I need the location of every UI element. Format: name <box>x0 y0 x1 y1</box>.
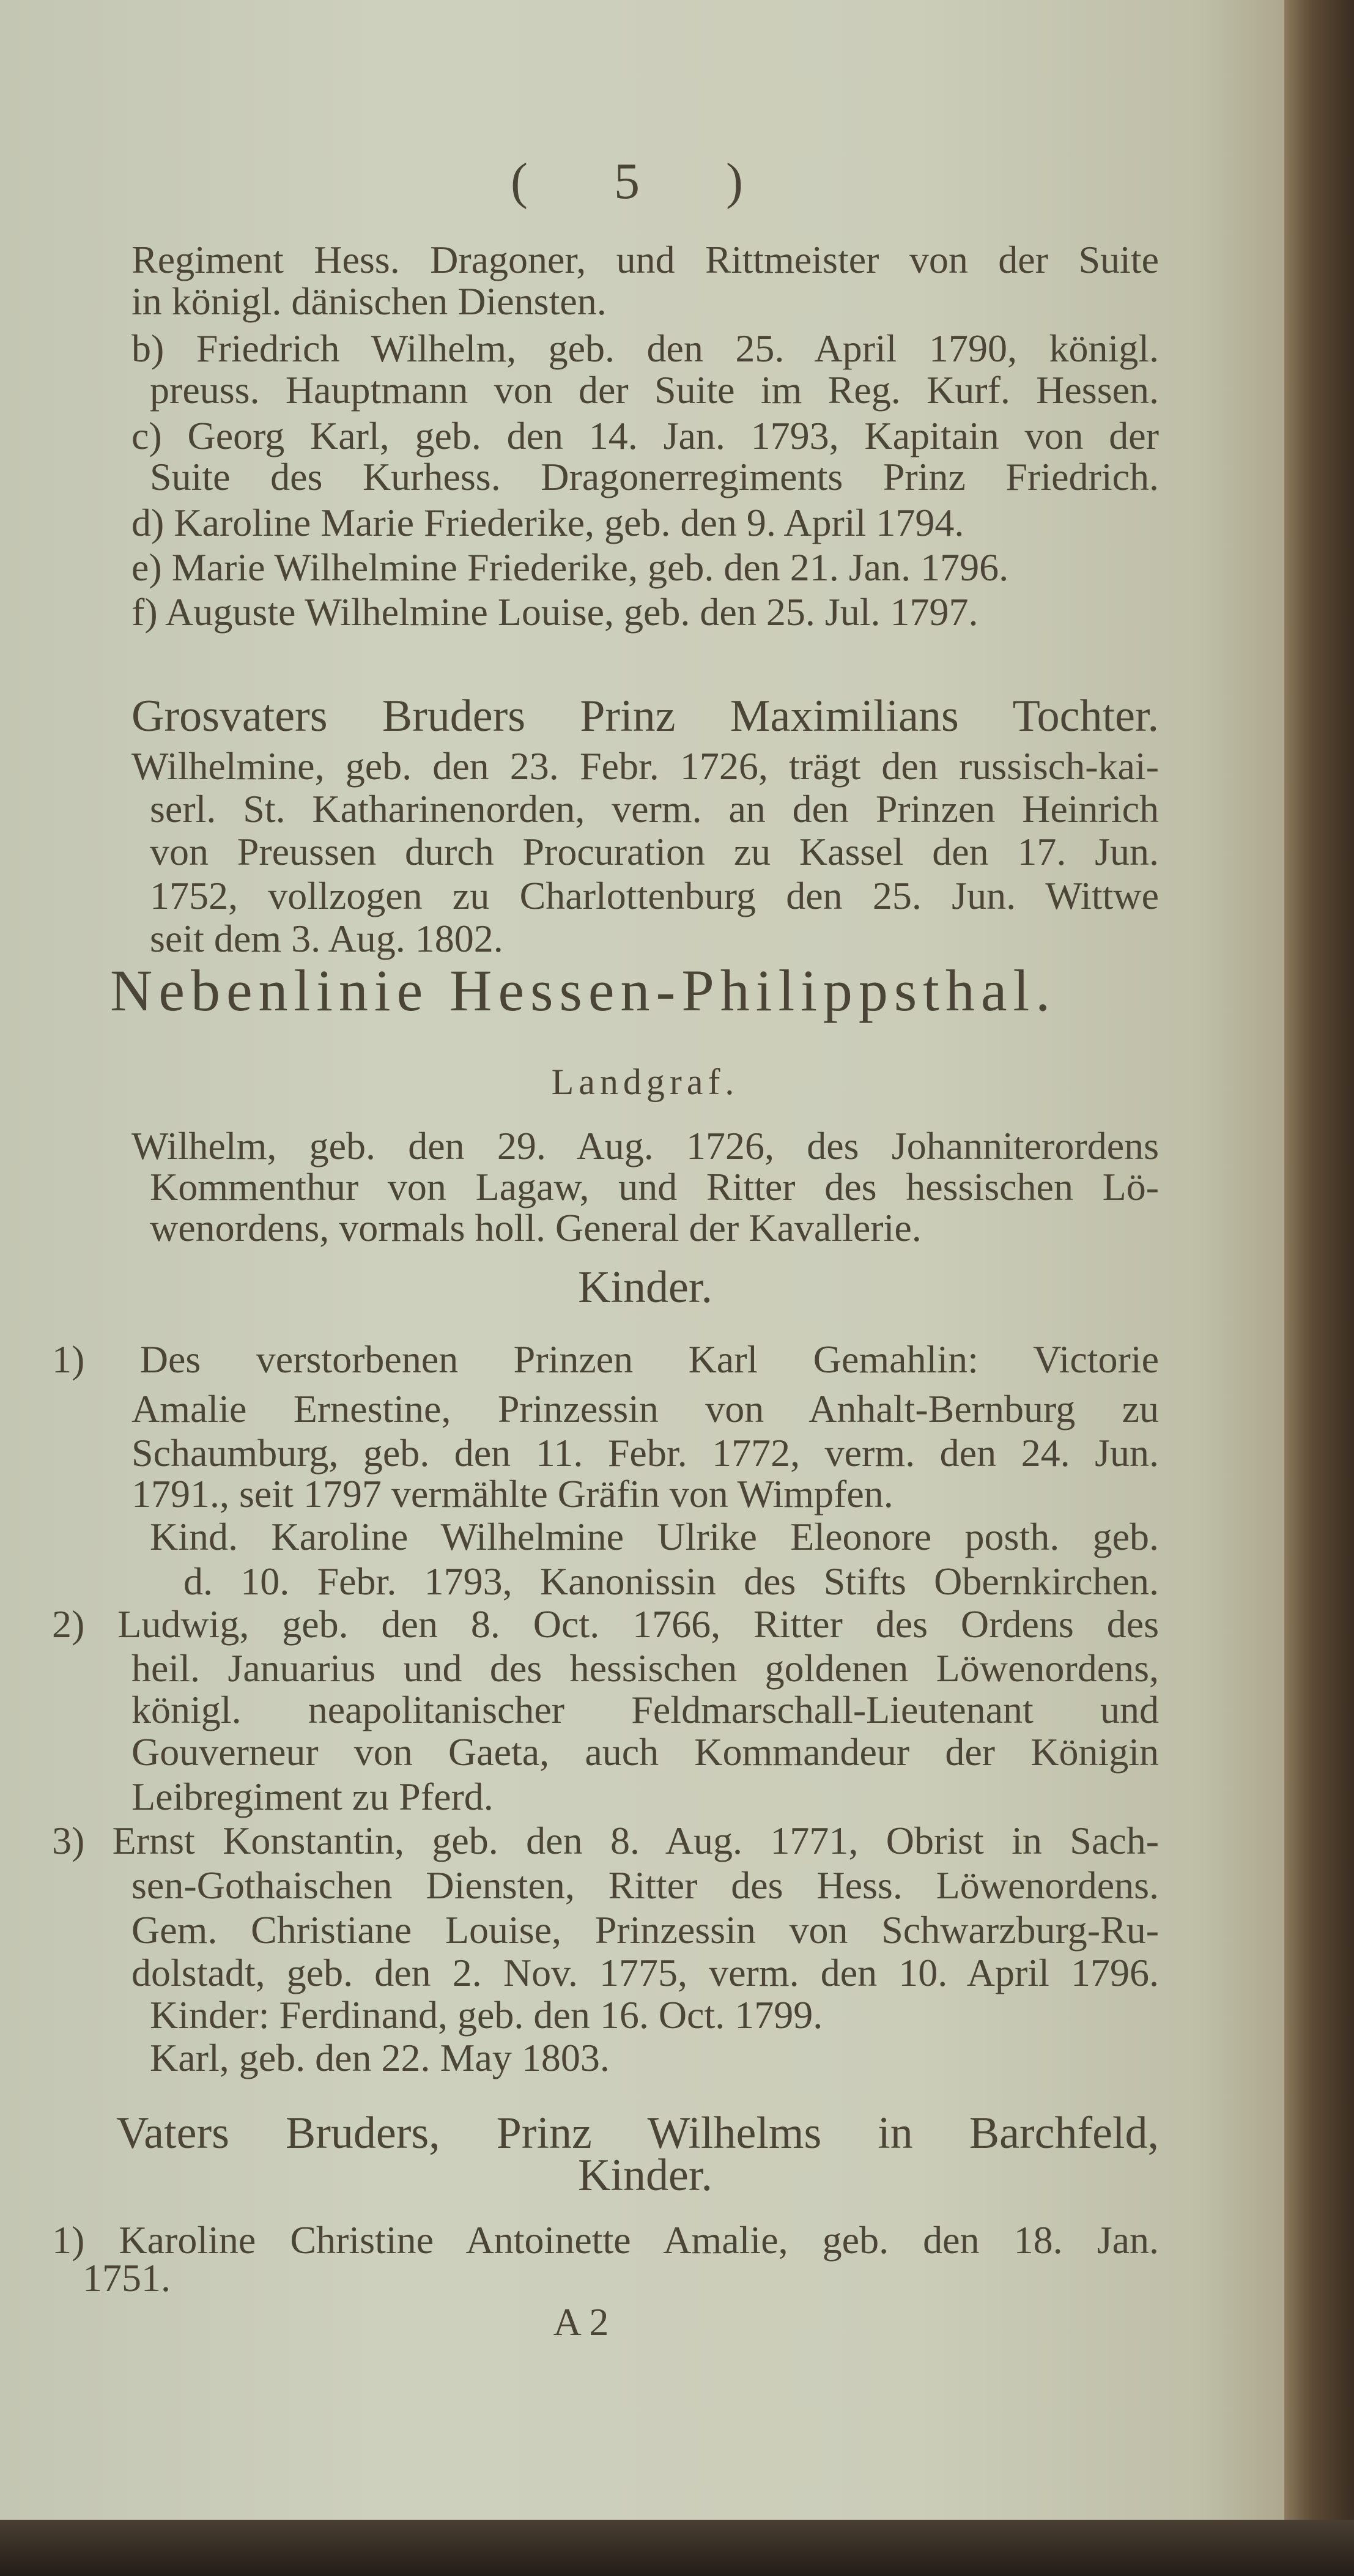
page-number: ( 5 ) <box>511 153 780 210</box>
text-line: Gem. Christiane Louise, Prinzessin von Schwarzburg-Ru- <box>131 1908 1159 1952</box>
text-line: Karl, geb. den 22. May 1803. <box>150 2036 610 2079</box>
subheading: Kinder. <box>578 1262 712 1312</box>
text-line: 2) Ludwig, geb. den 8. Oct. 1766, Ritter des Ordens des <box>52 1602 1159 1646</box>
text-line: Wilhelm, geb. den 29. Aug. 1726, des Johanniterordens <box>131 1124 1159 1168</box>
signature-mark: A 2 <box>553 2300 609 2344</box>
text-line: f) Auguste Wilhelmine Louise, geb. den 25. Jul. 1797. <box>131 590 979 634</box>
text-line: preuss. Hauptmann von der Suite im Reg. Kurf. Hessen. <box>150 368 1159 412</box>
text-line: Kind. Karoline Wilhelmine Ulrike Eleonore posth. geb. <box>150 1515 1159 1558</box>
text-line: dolstadt, geb. den 2. Nov. 1775, verm. den 10. April 1796. <box>131 1951 1159 1994</box>
text-line: von Preussen durch Procuration zu Kassel den 17. Jun. <box>150 830 1159 873</box>
text-line: wenordens, vormals holl. General der Kavallerie. <box>150 1206 922 1249</box>
text-line: Suite des Kurhess. Dragonerregiments Prinz Friedrich. <box>150 455 1159 498</box>
text-line: heil. Januarius und des hessischen goldenen Löwenordens, <box>131 1646 1159 1690</box>
page-bottom-edge <box>0 2520 1354 2576</box>
text-line: in königl. dänischen Diensten. <box>131 279 607 323</box>
text-line: 1) Des verstorbenen Prinzen Karl Gemahlin: Victorie <box>52 1338 1159 1381</box>
text-line: 1752, vollzogen zu Charlottenburg den 25. Jun. Wittwe <box>150 874 1159 917</box>
text-line: b) Friedrich Wilhelm, geb. den 25. April 1790, königl. <box>131 327 1159 370</box>
text-line: d. 10. Febr. 1793, Kanonissin des Stifts Obernkirchen. <box>183 1560 1159 1603</box>
text-line: Kinder: Ferdinand, geb. den 16. Oct. 1799. <box>150 1993 823 2037</box>
text-line: 1751. <box>83 2256 171 2300</box>
text-line: e) Marie Wilhelmine Friederike, geb. den 21. Jan. 1796. <box>131 546 1009 589</box>
book-binding <box>1284 0 1354 2576</box>
text-line: Leibregiment zu Pferd. <box>131 1775 494 1818</box>
text-line: c) Georg Karl, geb. den 14. Jan. 1793, Kapitain von der <box>131 414 1159 457</box>
text-line: seit dem 3. Aug. 1802. <box>150 917 503 960</box>
subheading: Kinder. <box>578 2150 712 2200</box>
text-line: Amalie Ernestine, Prinzessin von Anhalt-Bernburg zu <box>131 1387 1159 1430</box>
text-line: Gouverneur von Gaeta, auch Kommandeur der Königin <box>131 1730 1159 1774</box>
text-line: d) Karoline Marie Friederike, geb. den 9. April 1794. <box>131 501 964 544</box>
text-line: königl. neapolitanischer Feldmarschall-Lieutenant und <box>131 1688 1159 1731</box>
text-line: Regiment Hess. Dragoner, und Rittmeister von der Suite <box>131 238 1159 281</box>
subheading: Landgraf. <box>551 1062 739 1102</box>
section-heading: Vaters Bruders, Prinz Wilhelms in Barchfeld, <box>116 2108 1159 2158</box>
text-line: sen-Gothaischen Diensten, Ritter des Hess. Löwenordens. <box>131 1864 1159 1907</box>
text-line: 1791., seit 1797 vermählte Gräfin von Wimpfen. <box>131 1472 893 1516</box>
text-line: Wilhelmine, geb. den 23. Febr. 1726, trägt den russisch-kai- <box>131 744 1159 788</box>
text-line: 1) Karoline Christine Antoinette Amalie, geb. den 18. Jan. <box>52 2218 1159 2262</box>
text-line: Kommenthur von Lagaw, und Ritter des hessischen Lö- <box>150 1165 1159 1208</box>
section-heading: Grosvaters Bruders Prinz Maximilians Tochter. <box>131 691 1159 741</box>
text-line: Schaumburg, geb. den 11. Febr. 1772, verm. den 24. Jun. <box>131 1431 1159 1475</box>
main-heading: Nebenlinie Hessen-Philippsthal. <box>110 958 1057 1023</box>
text-line: serl. St. Katharinenorden, verm. an den Prinzen Heinrich <box>150 787 1159 831</box>
text-line: 3) Ernst Konstantin, geb. den 8. Aug. 1771, Obrist in Sach- <box>52 1819 1159 1862</box>
